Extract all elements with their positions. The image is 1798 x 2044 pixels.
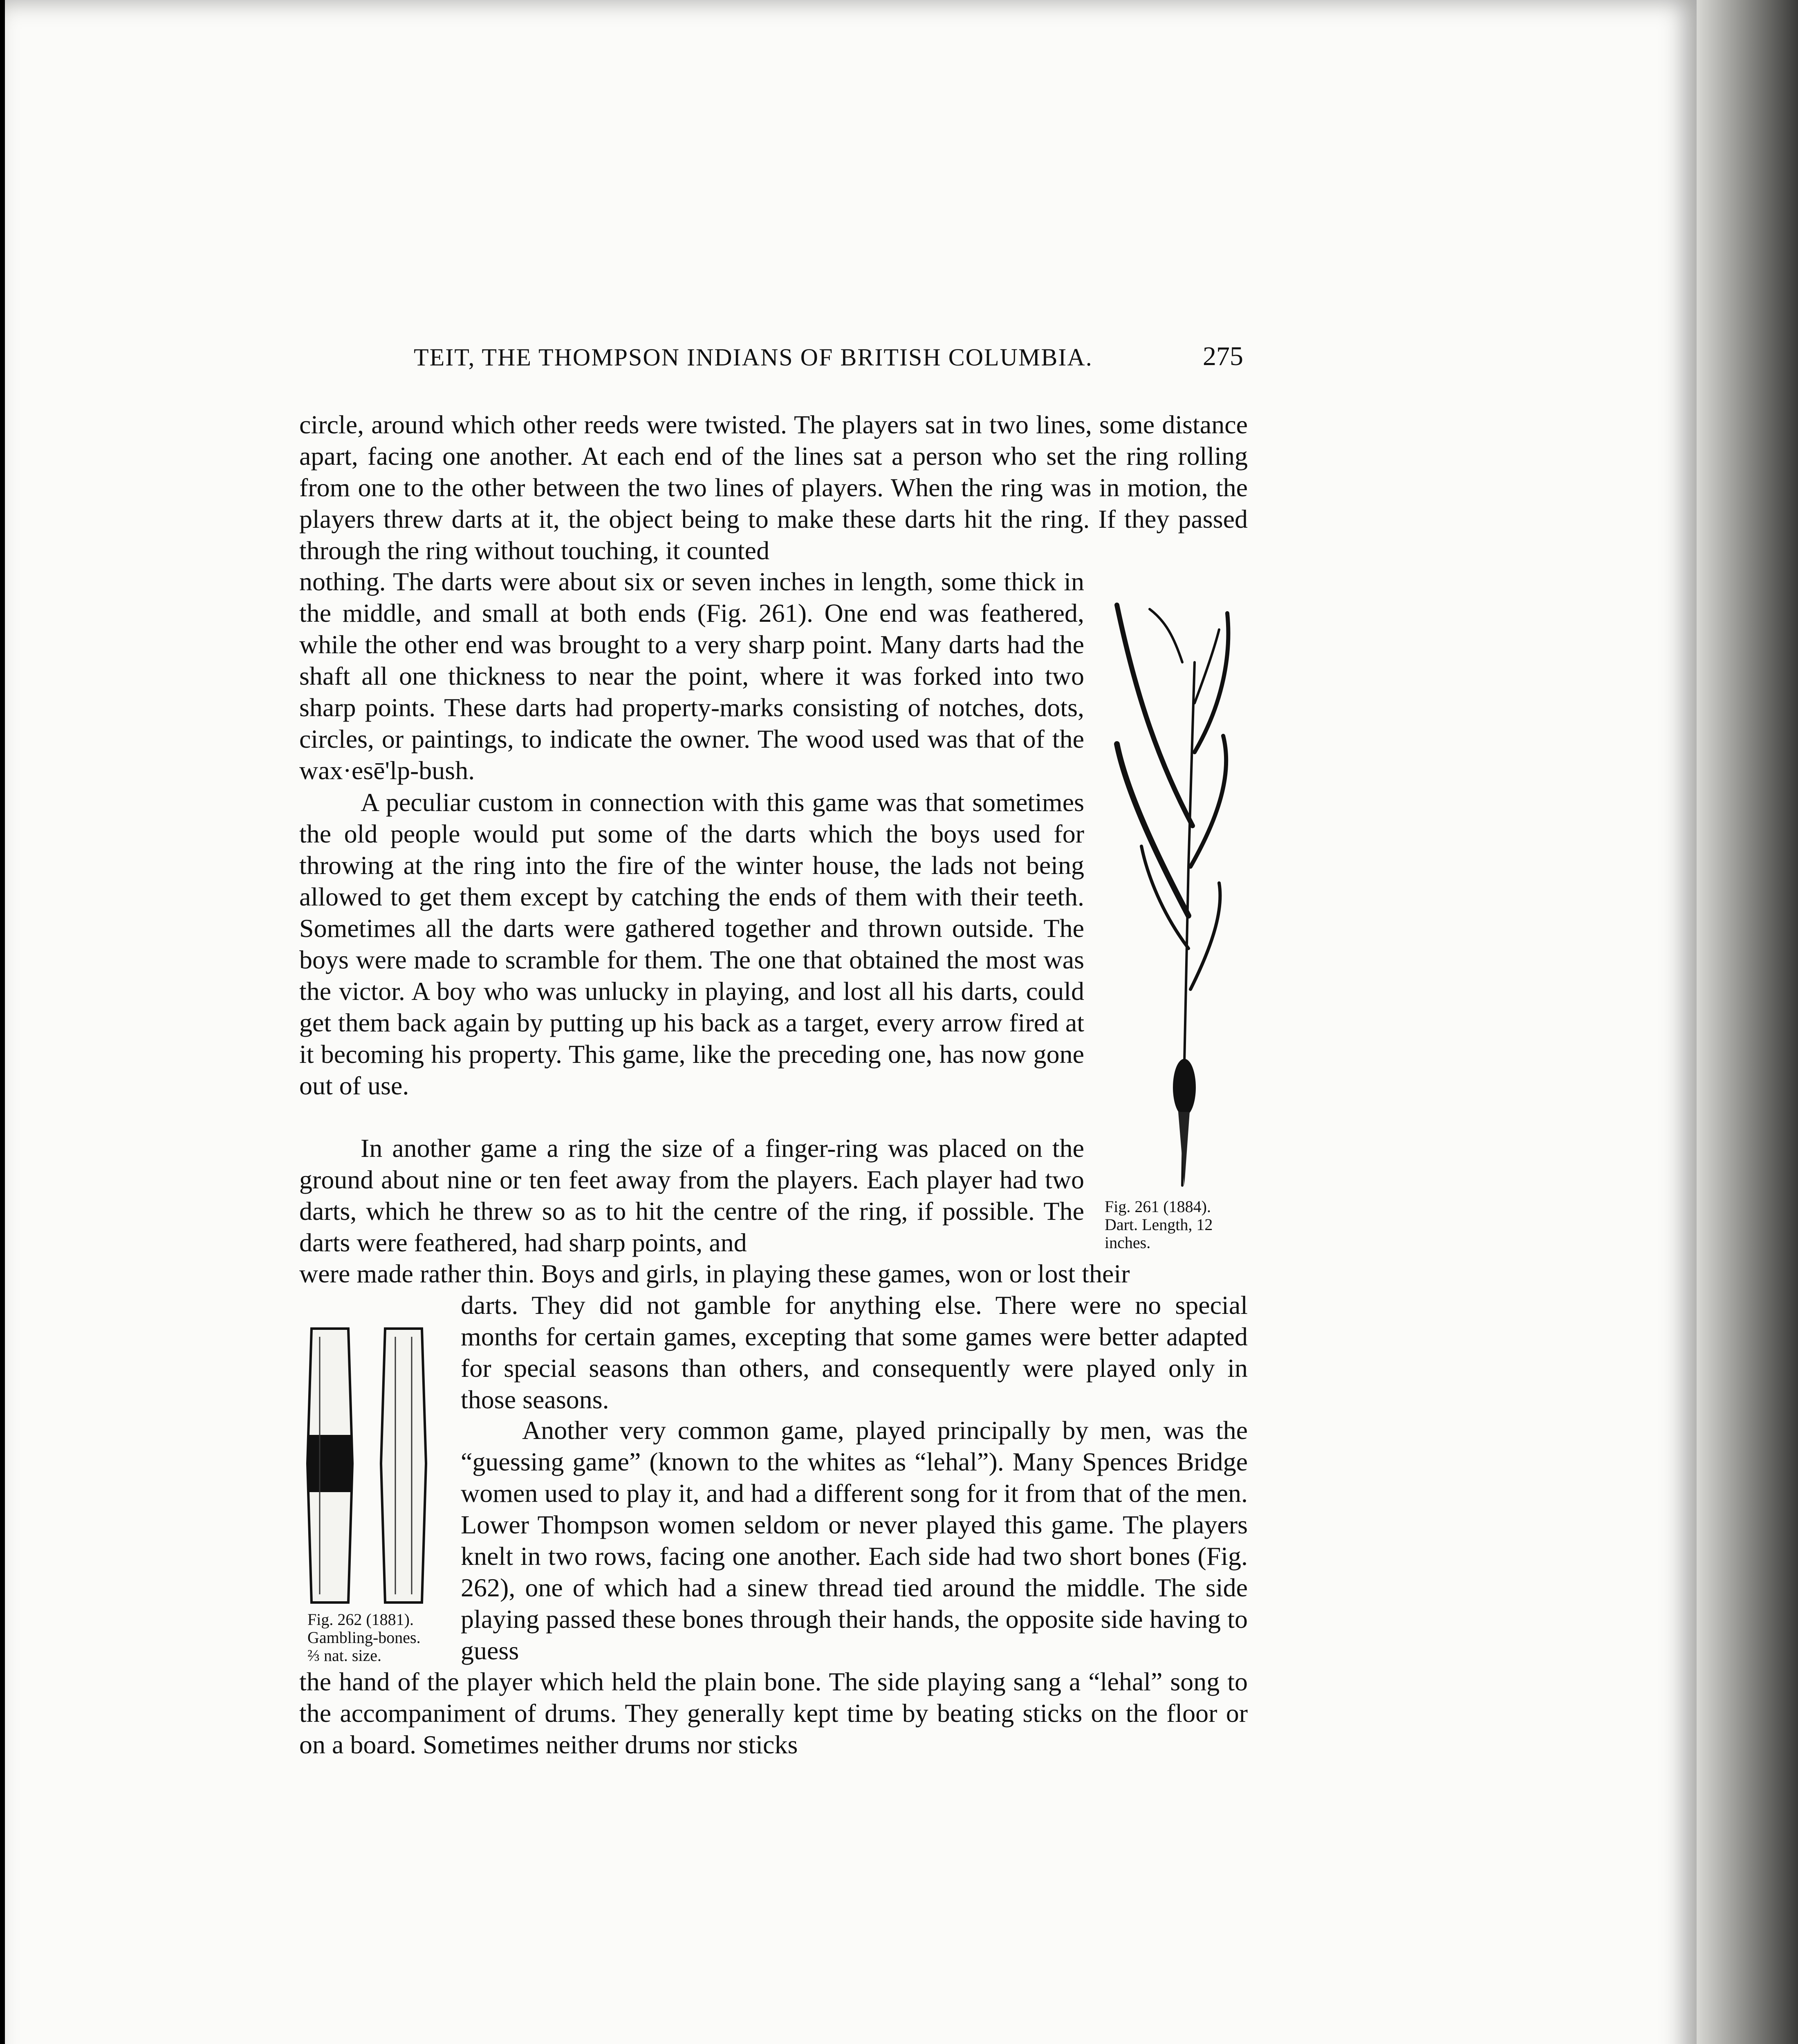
paragraph-3: In another game a ring the size of a finger-ring was placed on the ground about nine or ten feet away from the players. Each player had two darts, which he threw so as to hit the centre of the ring, if possible. The darts were feathered, had sharp points, and — [299, 1134, 1084, 1257]
figure-262-caption — [307, 1611, 421, 1665]
figure-262-caption-line: Gambling-bones. — [307, 1628, 421, 1647]
figure-261-caption-line: inches. — [1105, 1233, 1151, 1252]
paragraph-1-continued: nothing. The darts were about six or seven inches in length, some thick in the middle, and small at both ends (Fig. 261). One end was feathered, while the other end was brought to a very sharp point. Many darts had the shaft all one thickness to near the point, where it was forked into two sharp points. These darts had property-marks consisting of notches, dots, circles, or paintings, to indicate the owner. The wood used was that of the wax·esē'lp-bush. — [299, 567, 1084, 785]
dart-illustration — [1101, 580, 1235, 1202]
paragraph-3-continued: darts. They did not gamble for anything else. There were no special months for certain games, excepting that some games were better adapted for special seasons than others, and consequently were played only in those seasons. — [461, 1291, 1248, 1414]
running-head: TEIT, THE THOMPSON INDIANS OF BRITISH COLUMBIA. — [414, 344, 1093, 371]
paragraph-2: A peculiar custom in connection with this game was that sometimes the old people would put some of the darts which the boys used for throwing at the ring into the fire of the winter house, the lads not being allowed to get them except by catching the ends of them with their teeth. Sometimes all the darts were gathered together and thrown outside. The boys were made to scramble for them. The one that obtained the most was the victor. A boy who was unlucky in playing, and lost all his darts, could get them back again by putting up his back as a target, every arrow fired at it becoming his property. This game, like the preceding one, has now gone out of use. — [299, 788, 1084, 1100]
gambling-bones-illustration — [303, 1325, 438, 1607]
paragraph-3-full-line: were made rather thin. Boys and girls, in playing these games, won or lost their — [299, 1259, 1130, 1288]
figure-262-caption-line: Fig. 262 (1881). — [307, 1610, 414, 1629]
paragraph-4: Another very common game, played principally by men, was the “guessing game” (known to the whites as “lehal”). Many Spences Bridge women used to play it, and had a different song for it from that of the men. Lower Thompson women seldom or never played this game. The players knelt in two rows, facing one another. Each side had two short bones (Fig. 262), one of which had a sinew thread tied around the middle. The side playing passed these bones through their hands, the opposite side having to guess — [461, 1416, 1248, 1665]
figure-261-caption-line: Fig. 261 (1884). — [1105, 1197, 1211, 1216]
figure-262-caption-line: ⅔ nat. size. — [307, 1646, 382, 1665]
page-number: 275 — [1203, 341, 1243, 371]
figure-261-caption-line: Dart. Length, 12 — [1105, 1215, 1213, 1234]
page-header — [414, 343, 1252, 384]
paragraph-4-continued: the hand of the player which held the plain bone. The side playing sang a “lehal” song to the accompaniment of drums. They generally kept time by beating sticks on the floor or on a board. Sometimes neither drums nor sticks — [299, 1667, 1248, 1759]
document-page — [5, 0, 1697, 2044]
figure-261-caption — [1105, 1198, 1213, 1252]
paragraph-1-full-width: circle, around which other reeds were twisted. The players sat in two lines, some distance apart, facing one another. At each end of the lines sat a person who set the ring rolling from one to the other between the two lines of players. When the ring was in motion, the players threw darts at it, the object being to make these darts hit the ring. If they passed through the ring without touching, it counted — [299, 410, 1248, 565]
scan-binding-edge — [1697, 0, 1798, 2044]
